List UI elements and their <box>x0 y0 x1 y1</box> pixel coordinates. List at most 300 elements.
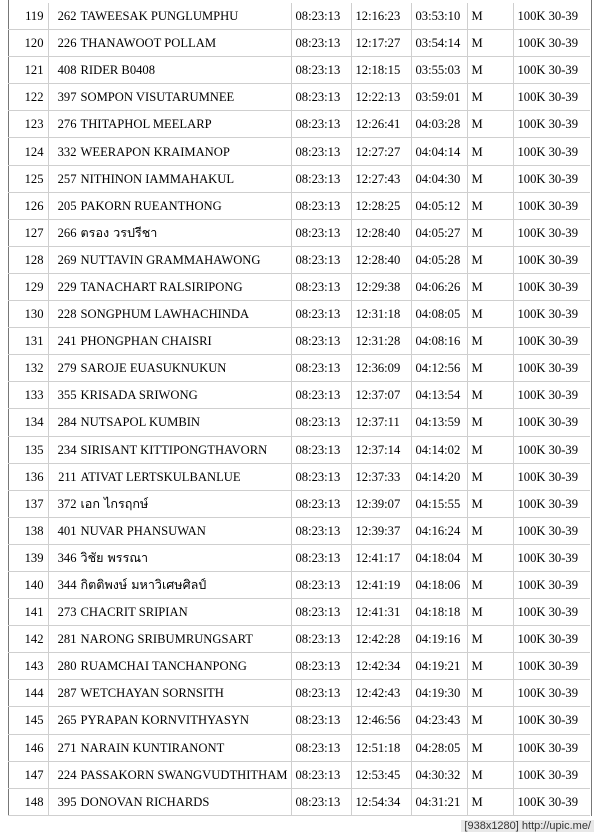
elapsed-time-cell: 04:05:28 <box>411 246 467 273</box>
sex-cell: M <box>467 382 513 409</box>
category-cell: 100K 30-39 <box>513 192 590 219</box>
start-time-cell: 08:23:13 <box>291 626 351 653</box>
sex-cell: M <box>467 463 513 490</box>
rank-cell: 139 <box>8 544 48 571</box>
elapsed-time-cell: 04:08:05 <box>411 301 467 328</box>
runner-cell <box>48 544 291 571</box>
runner-name: SOMPON VISUTARUMNEE <box>80 90 235 105</box>
runner-cell <box>48 3 291 30</box>
category-cell: 100K 30-39 <box>513 165 590 192</box>
table-row <box>8 544 590 571</box>
elapsed-time-cell: 04:04:14 <box>411 138 467 165</box>
table-row <box>8 111 590 138</box>
start-time-cell: 08:23:13 <box>291 192 351 219</box>
start-time-cell: 08:23:13 <box>291 571 351 598</box>
runner-cell <box>48 761 291 788</box>
runner-name: PAKORN RUEANTHONG <box>80 198 222 213</box>
elapsed-time-cell: 04:08:16 <box>411 328 467 355</box>
table-row <box>8 328 590 355</box>
elapsed-time-cell: 04:30:32 <box>411 761 467 788</box>
runner-name: เอก ไกรฤกษ์ <box>80 495 149 511</box>
finish-time-cell: 12:39:37 <box>351 517 411 544</box>
elapsed-time-cell: 04:28:05 <box>411 734 467 761</box>
elapsed-time-cell: 04:19:30 <box>411 680 467 707</box>
runner-cell <box>48 409 291 436</box>
start-time-cell: 08:23:13 <box>291 707 351 734</box>
rank-cell: 137 <box>8 490 48 517</box>
elapsed-time-cell: 04:23:43 <box>411 707 467 734</box>
results-table <box>8 3 590 816</box>
runner-name: TAWEESAK PUNGLUMPHU <box>80 9 239 24</box>
bib-number: 276 <box>57 117 77 132</box>
table-row <box>8 680 590 707</box>
elapsed-time-cell: 03:54:14 <box>411 30 467 57</box>
runner-name: TANACHART RALSIRIPONG <box>80 279 243 294</box>
runner-name: PASSAKORN SWANGVUDTHITHAM <box>80 767 288 782</box>
results-table-body <box>8 3 590 815</box>
category-cell: 100K 30-39 <box>513 409 590 436</box>
bib-number: 372 <box>57 496 77 511</box>
rank-cell: 140 <box>8 571 48 598</box>
finish-time-cell: 12:37:33 <box>351 463 411 490</box>
finish-time-cell: 12:16:23 <box>351 3 411 30</box>
rank-cell: 132 <box>8 355 48 382</box>
table-row <box>8 517 590 544</box>
runner-cell <box>48 707 291 734</box>
elapsed-time-cell: 04:14:20 <box>411 463 467 490</box>
rank-cell: 144 <box>8 680 48 707</box>
bib-number: 287 <box>57 686 77 701</box>
runner-cell <box>48 138 291 165</box>
finish-time-cell: 12:42:43 <box>351 680 411 707</box>
sex-cell: M <box>467 57 513 84</box>
finish-time-cell: 12:18:15 <box>351 57 411 84</box>
bib-number: 332 <box>57 144 77 159</box>
runner-cell <box>48 219 291 246</box>
table-row <box>8 734 590 761</box>
elapsed-time-cell: 04:13:59 <box>411 409 467 436</box>
bib-number: 234 <box>57 442 77 457</box>
runner-cell <box>48 653 291 680</box>
rank-cell: 129 <box>8 273 48 300</box>
sex-cell: M <box>467 165 513 192</box>
category-cell: 100K 30-39 <box>513 30 590 57</box>
bib-number: 226 <box>57 36 77 51</box>
table-row <box>8 301 590 328</box>
rank-cell: 138 <box>8 517 48 544</box>
bib-number: 211 <box>58 469 77 484</box>
category-cell: 100K 30-39 <box>513 517 590 544</box>
sex-cell: M <box>467 30 513 57</box>
bib-number: 346 <box>57 550 77 565</box>
bib-number: 281 <box>57 632 77 647</box>
table-row <box>8 355 590 382</box>
start-time-cell: 08:23:13 <box>291 138 351 165</box>
start-time-cell: 08:23:13 <box>291 111 351 138</box>
sex-cell: M <box>467 328 513 355</box>
rank-cell: 123 <box>8 111 48 138</box>
finish-time-cell: 12:17:27 <box>351 30 411 57</box>
sex-cell: M <box>467 707 513 734</box>
runner-cell <box>48 30 291 57</box>
bib-number: 241 <box>57 334 77 349</box>
table-row <box>8 30 590 57</box>
sex-cell: M <box>467 653 513 680</box>
start-time-cell: 08:23:13 <box>291 734 351 761</box>
runner-cell <box>48 192 291 219</box>
start-time-cell: 08:23:13 <box>291 84 351 111</box>
rank-cell: 121 <box>8 57 48 84</box>
category-cell: 100K 30-39 <box>513 599 590 626</box>
table-row <box>8 626 590 653</box>
finish-time-cell: 12:51:18 <box>351 734 411 761</box>
table-row <box>8 409 590 436</box>
rank-cell: 142 <box>8 626 48 653</box>
rank-cell: 126 <box>8 192 48 219</box>
start-time-cell: 08:23:13 <box>291 355 351 382</box>
rank-cell: 131 <box>8 328 48 355</box>
table-row <box>8 57 590 84</box>
finish-time-cell: 12:27:27 <box>351 138 411 165</box>
finish-time-cell: 12:27:43 <box>351 165 411 192</box>
rank-cell: 145 <box>8 707 48 734</box>
finish-time-cell: 12:54:34 <box>351 788 411 815</box>
finish-time-cell: 12:31:28 <box>351 328 411 355</box>
runner-cell <box>48 111 291 138</box>
runner-name: SONGPHUM LAWHACHINDA <box>80 307 250 322</box>
sex-cell: M <box>467 355 513 382</box>
bib-number: 355 <box>57 388 77 403</box>
category-cell: 100K 30-39 <box>513 436 590 463</box>
table-row <box>8 138 590 165</box>
finish-time-cell: 12:36:09 <box>351 355 411 382</box>
table-row <box>8 571 590 598</box>
table-row <box>8 653 590 680</box>
runner-cell <box>48 599 291 626</box>
runner-cell <box>48 490 291 517</box>
table-row <box>8 3 590 30</box>
runner-name: NARAIN KUNTIRANONT <box>80 740 225 755</box>
runner-cell <box>48 301 291 328</box>
runner-name: SIRISANT KITTIPONGTHAVORN <box>80 442 268 457</box>
elapsed-time-cell: 04:05:12 <box>411 192 467 219</box>
runner-cell <box>48 57 291 84</box>
finish-time-cell: 12:39:07 <box>351 490 411 517</box>
rank-cell: 125 <box>8 165 48 192</box>
rank-cell: 146 <box>8 734 48 761</box>
rank-cell: 128 <box>8 246 48 273</box>
bib-number: 395 <box>57 794 77 809</box>
sex-cell: M <box>467 273 513 300</box>
finish-time-cell: 12:28:40 <box>351 219 411 246</box>
runner-cell <box>48 436 291 463</box>
bib-number: 273 <box>57 605 77 620</box>
category-cell: 100K 30-39 <box>513 761 590 788</box>
runner-cell <box>48 680 291 707</box>
runner-name: WEERAPON KRAIMANOP <box>80 144 230 159</box>
start-time-cell: 08:23:13 <box>291 409 351 436</box>
start-time-cell: 08:23:13 <box>291 680 351 707</box>
runner-cell <box>48 165 291 192</box>
rank-cell: 141 <box>8 599 48 626</box>
runner-name: NARONG SRIBUMRUNGSART <box>80 632 253 647</box>
runner-name: DONOVAN RICHARDS <box>80 794 210 809</box>
finish-time-cell: 12:37:07 <box>351 382 411 409</box>
category-cell: 100K 30-39 <box>513 246 590 273</box>
runner-cell <box>48 355 291 382</box>
runner-cell <box>48 463 291 490</box>
elapsed-time-cell: 04:31:21 <box>411 788 467 815</box>
start-time-cell: 08:23:13 <box>291 301 351 328</box>
sex-cell: M <box>467 84 513 111</box>
runner-cell <box>48 246 291 273</box>
category-cell: 100K 30-39 <box>513 571 590 598</box>
rank-cell: 135 <box>8 436 48 463</box>
runner-name: PHONGPHAN CHAISRI <box>80 334 212 349</box>
rank-cell: 133 <box>8 382 48 409</box>
bib-number: 262 <box>57 9 77 24</box>
sex-cell: M <box>467 517 513 544</box>
table-row <box>8 219 590 246</box>
runner-cell <box>48 328 291 355</box>
table-row <box>8 788 590 815</box>
sex-cell: M <box>467 409 513 436</box>
finish-time-cell: 12:42:28 <box>351 626 411 653</box>
category-cell: 100K 30-39 <box>513 544 590 571</box>
sex-cell: M <box>467 490 513 517</box>
bib-number: 408 <box>57 63 77 78</box>
runner-name: NUVAR PHANSUWAN <box>80 523 206 538</box>
finish-time-cell: 12:22:13 <box>351 84 411 111</box>
category-cell: 100K 30-39 <box>513 138 590 165</box>
bib-number: 266 <box>57 225 77 240</box>
category-cell: 100K 30-39 <box>513 734 590 761</box>
runner-name: วิชัย พรรณา <box>80 549 149 565</box>
sex-cell: M <box>467 111 513 138</box>
rank-cell: 120 <box>8 30 48 57</box>
bib-number: 279 <box>57 361 77 376</box>
sex-cell: M <box>467 219 513 246</box>
bib-number: 284 <box>57 415 77 430</box>
sex-cell: M <box>467 680 513 707</box>
image-host-watermark: [938x1280] http://upic.me/ <box>461 820 594 832</box>
start-time-cell: 08:23:13 <box>291 57 351 84</box>
runner-name: ตรอง วรปรีชา <box>80 224 158 240</box>
elapsed-time-cell: 04:04:30 <box>411 165 467 192</box>
runner-name: CHACRIT SRIPIAN <box>80 605 188 620</box>
category-cell: 100K 30-39 <box>513 382 590 409</box>
rank-cell: 124 <box>8 138 48 165</box>
category-cell: 100K 30-39 <box>513 328 590 355</box>
elapsed-time-cell: 04:15:55 <box>411 490 467 517</box>
sex-cell: M <box>467 626 513 653</box>
runner-cell <box>48 382 291 409</box>
start-time-cell: 08:23:13 <box>291 246 351 273</box>
start-time-cell: 08:23:13 <box>291 436 351 463</box>
rank-cell: 143 <box>8 653 48 680</box>
table-row <box>8 599 590 626</box>
start-time-cell: 08:23:13 <box>291 490 351 517</box>
category-cell: 100K 30-39 <box>513 680 590 707</box>
rank-cell: 134 <box>8 409 48 436</box>
finish-time-cell: 12:46:56 <box>351 707 411 734</box>
rank-cell: 147 <box>8 761 48 788</box>
runner-name: RIDER B0408 <box>80 63 156 78</box>
start-time-cell: 08:23:13 <box>291 219 351 246</box>
runner-name: NUTSAPOL KUMBIN <box>80 415 201 430</box>
bib-number: 397 <box>57 90 77 105</box>
category-cell: 100K 30-39 <box>513 653 590 680</box>
rank-cell: 119 <box>8 3 48 30</box>
finish-time-cell: 12:26:41 <box>351 111 411 138</box>
table-row <box>8 436 590 463</box>
runner-name: NUTTAVIN GRAMMAHAWONG <box>80 252 261 267</box>
sex-cell: M <box>467 761 513 788</box>
table-row <box>8 490 590 517</box>
sex-cell: M <box>467 599 513 626</box>
sex-cell: M <box>467 192 513 219</box>
sex-cell: M <box>467 301 513 328</box>
start-time-cell: 08:23:13 <box>291 3 351 30</box>
runner-name: กิตติพงษ์ มหาวิเศษศิลป์ <box>80 577 207 593</box>
runner-cell <box>48 788 291 815</box>
start-time-cell: 08:23:13 <box>291 599 351 626</box>
start-time-cell: 08:23:13 <box>291 382 351 409</box>
runner-name: WETCHAYAN SORNSITH <box>80 686 224 701</box>
sex-cell: M <box>467 788 513 815</box>
elapsed-time-cell: 03:55:03 <box>411 57 467 84</box>
elapsed-time-cell: 04:12:56 <box>411 355 467 382</box>
bib-number: 280 <box>57 659 77 674</box>
table-row <box>8 246 590 273</box>
runner-cell <box>48 626 291 653</box>
sex-cell: M <box>467 544 513 571</box>
category-cell: 100K 30-39 <box>513 3 590 30</box>
start-time-cell: 08:23:13 <box>291 544 351 571</box>
finish-time-cell: 12:37:14 <box>351 436 411 463</box>
runner-cell <box>48 517 291 544</box>
table-row <box>8 84 590 111</box>
bib-number: 269 <box>57 252 77 267</box>
bib-number: 224 <box>57 767 77 782</box>
elapsed-time-cell: 04:18:04 <box>411 544 467 571</box>
runner-name: THANAWOOT POLLAM <box>80 36 217 51</box>
sex-cell: M <box>467 571 513 598</box>
bib-number: 205 <box>57 198 77 213</box>
elapsed-time-cell: 04:18:18 <box>411 599 467 626</box>
elapsed-time-cell: 04:05:27 <box>411 219 467 246</box>
start-time-cell: 08:23:13 <box>291 30 351 57</box>
table-row <box>8 707 590 734</box>
sex-cell: M <box>467 436 513 463</box>
runner-name: PYRAPAN KORNVITHYASYN <box>80 713 250 728</box>
table-row <box>8 463 590 490</box>
runner-cell <box>48 734 291 761</box>
category-cell: 100K 30-39 <box>513 301 590 328</box>
category-cell: 100K 30-39 <box>513 355 590 382</box>
start-time-cell: 08:23:13 <box>291 273 351 300</box>
category-cell: 100K 30-39 <box>513 219 590 246</box>
runner-name: KRISADA SRIWONG <box>80 388 198 403</box>
start-time-cell: 08:23:13 <box>291 761 351 788</box>
finish-time-cell: 12:41:31 <box>351 599 411 626</box>
elapsed-time-cell: 04:19:16 <box>411 626 467 653</box>
elapsed-time-cell: 03:59:01 <box>411 84 467 111</box>
finish-time-cell: 12:41:17 <box>351 544 411 571</box>
finish-time-cell: 12:41:19 <box>351 571 411 598</box>
category-cell: 100K 30-39 <box>513 490 590 517</box>
finish-time-cell: 12:53:45 <box>351 761 411 788</box>
category-cell: 100K 30-39 <box>513 84 590 111</box>
finish-time-cell: 12:37:11 <box>351 409 411 436</box>
finish-time-cell: 12:42:34 <box>351 653 411 680</box>
rank-cell: 127 <box>8 219 48 246</box>
category-cell: 100K 30-39 <box>513 707 590 734</box>
elapsed-time-cell: 04:18:06 <box>411 571 467 598</box>
elapsed-time-cell: 04:06:26 <box>411 273 467 300</box>
runner-cell <box>48 84 291 111</box>
bib-number: 228 <box>57 307 77 322</box>
runner-name: RUAMCHAI TANCHANPONG <box>80 659 247 674</box>
category-cell: 100K 30-39 <box>513 463 590 490</box>
sex-cell: M <box>467 246 513 273</box>
finish-time-cell: 12:31:18 <box>351 301 411 328</box>
bib-number: 229 <box>57 279 77 294</box>
runner-name: THITAPHOL MEELARP <box>80 117 212 132</box>
elapsed-time-cell: 04:03:28 <box>411 111 467 138</box>
bib-number: 265 <box>57 713 77 728</box>
start-time-cell: 08:23:13 <box>291 517 351 544</box>
rank-cell: 122 <box>8 84 48 111</box>
category-cell: 100K 30-39 <box>513 788 590 815</box>
table-row <box>8 273 590 300</box>
finish-time-cell: 12:29:38 <box>351 273 411 300</box>
rank-cell: 130 <box>8 301 48 328</box>
sex-cell: M <box>467 138 513 165</box>
category-cell: 100K 30-39 <box>513 626 590 653</box>
table-row <box>8 382 590 409</box>
start-time-cell: 08:23:13 <box>291 463 351 490</box>
runner-name: ATIVAT LERTSKULBANLUE <box>80 469 241 484</box>
rank-cell: 136 <box>8 463 48 490</box>
bib-number: 271 <box>57 740 77 755</box>
runner-name: NITHINON IAMMAHAKUL <box>80 171 235 186</box>
table-row <box>8 165 590 192</box>
bib-number: 344 <box>57 578 77 593</box>
category-cell: 100K 30-39 <box>513 111 590 138</box>
table-row <box>8 761 590 788</box>
elapsed-time-cell: 04:16:24 <box>411 517 467 544</box>
category-cell: 100K 30-39 <box>513 57 590 84</box>
elapsed-time-cell: 03:53:10 <box>411 3 467 30</box>
start-time-cell: 08:23:13 <box>291 328 351 355</box>
elapsed-time-cell: 04:13:54 <box>411 382 467 409</box>
bib-number: 257 <box>57 171 77 186</box>
runner-name: SAROJE EUASUKNUKUN <box>80 361 227 376</box>
start-time-cell: 08:23:13 <box>291 788 351 815</box>
category-cell: 100K 30-39 <box>513 273 590 300</box>
elapsed-time-cell: 04:14:02 <box>411 436 467 463</box>
bib-number: 401 <box>57 523 77 538</box>
runner-cell <box>48 571 291 598</box>
table-row <box>8 192 590 219</box>
rank-cell: 148 <box>8 788 48 815</box>
sex-cell: M <box>467 734 513 761</box>
start-time-cell: 08:23:13 <box>291 165 351 192</box>
start-time-cell: 08:23:13 <box>291 653 351 680</box>
finish-time-cell: 12:28:25 <box>351 192 411 219</box>
sex-cell: M <box>467 3 513 30</box>
